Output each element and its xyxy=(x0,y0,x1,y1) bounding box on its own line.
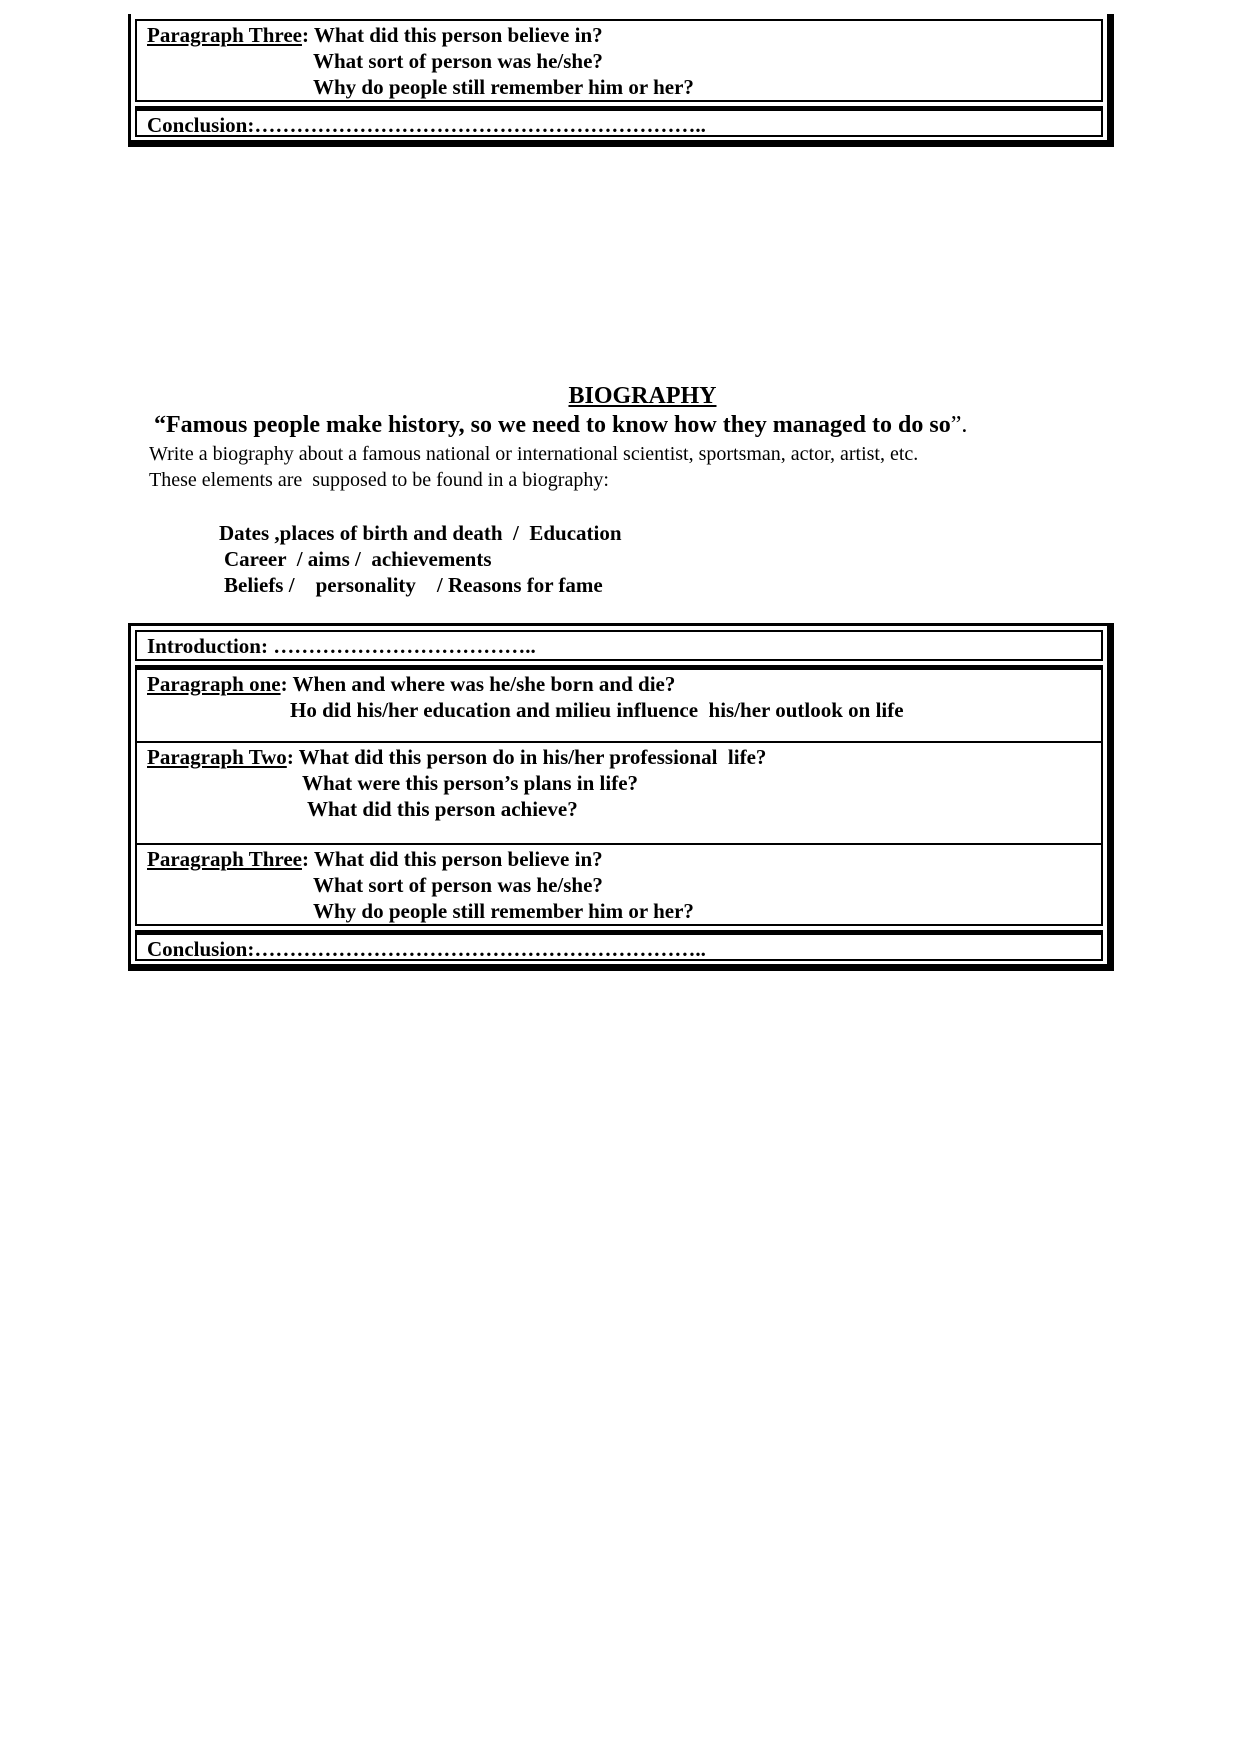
instruction-line-1: Write a biography about a famous national or international scientist, sportsman, actor, artist, etc. xyxy=(149,443,919,465)
paragraph-one-section xyxy=(135,665,1103,743)
top-paragraph-three-label: Paragraph Three xyxy=(147,23,302,47)
instruction-line-2: These elements are supposed to be found in a biography: xyxy=(149,469,609,491)
main-outline-box xyxy=(128,623,1114,971)
paragraph-one-label: Paragraph one xyxy=(147,672,281,696)
introduction-label: Introduction: ……………………………….. xyxy=(147,634,536,658)
top-paragraph-three-q1: : What did this person believe in? xyxy=(301,23,603,47)
paragraph-two-q2: What were this person’s plans in life? xyxy=(302,771,639,795)
top-paragraph-three-section xyxy=(135,19,1103,102)
paragraph-three-q1: : What did this person believe in? xyxy=(301,847,603,871)
conclusion-section xyxy=(135,930,1103,961)
page-title: BIOGRAPHY xyxy=(568,383,717,409)
paragraph-three-section xyxy=(135,843,1103,926)
conclusion-label: Conclusion:……………………………………………………….. xyxy=(147,937,706,961)
paragraph-three-label: Paragraph Three xyxy=(147,847,302,871)
element-line-3: Beliefs / personality / Reasons for fame xyxy=(224,573,603,597)
top-conclusion-section xyxy=(135,106,1103,137)
quote-end: ”. xyxy=(950,412,968,438)
top-outline-box xyxy=(128,14,1114,147)
top-conclusion-label: Conclusion:……………………………………………………….. xyxy=(147,113,706,137)
introduction-section xyxy=(135,630,1103,661)
paragraph-one-q2: Ho did his/her education and milieu influence his/her outlook on life xyxy=(290,698,904,722)
paragraph-two-section xyxy=(135,741,1103,845)
paragraph-three-q3: Why do people still remember him or her? xyxy=(313,899,694,923)
element-line-2: Career / aims / achievements xyxy=(224,547,492,571)
quote xyxy=(154,412,967,439)
paragraph-three-q2: What sort of person was he/she? xyxy=(313,873,603,897)
top-paragraph-three-q2: What sort of person was he/she? xyxy=(313,49,603,73)
paragraph-one-q1: : When and where was he/she born and die? xyxy=(280,672,676,696)
top-paragraph-three-q3: Why do people still remember him or her? xyxy=(313,75,694,99)
element-line-1: Dates ,places of birth and death / Education xyxy=(219,521,622,545)
paragraph-two-q1: : What did this person do in his/her professional life? xyxy=(286,745,767,769)
paragraph-two-label: Paragraph Two xyxy=(147,745,287,769)
paragraph-two-q3: What did this person achieve? xyxy=(307,797,578,821)
quote-text: “Famous people make history, so we need to know how they managed to do so xyxy=(154,412,951,438)
